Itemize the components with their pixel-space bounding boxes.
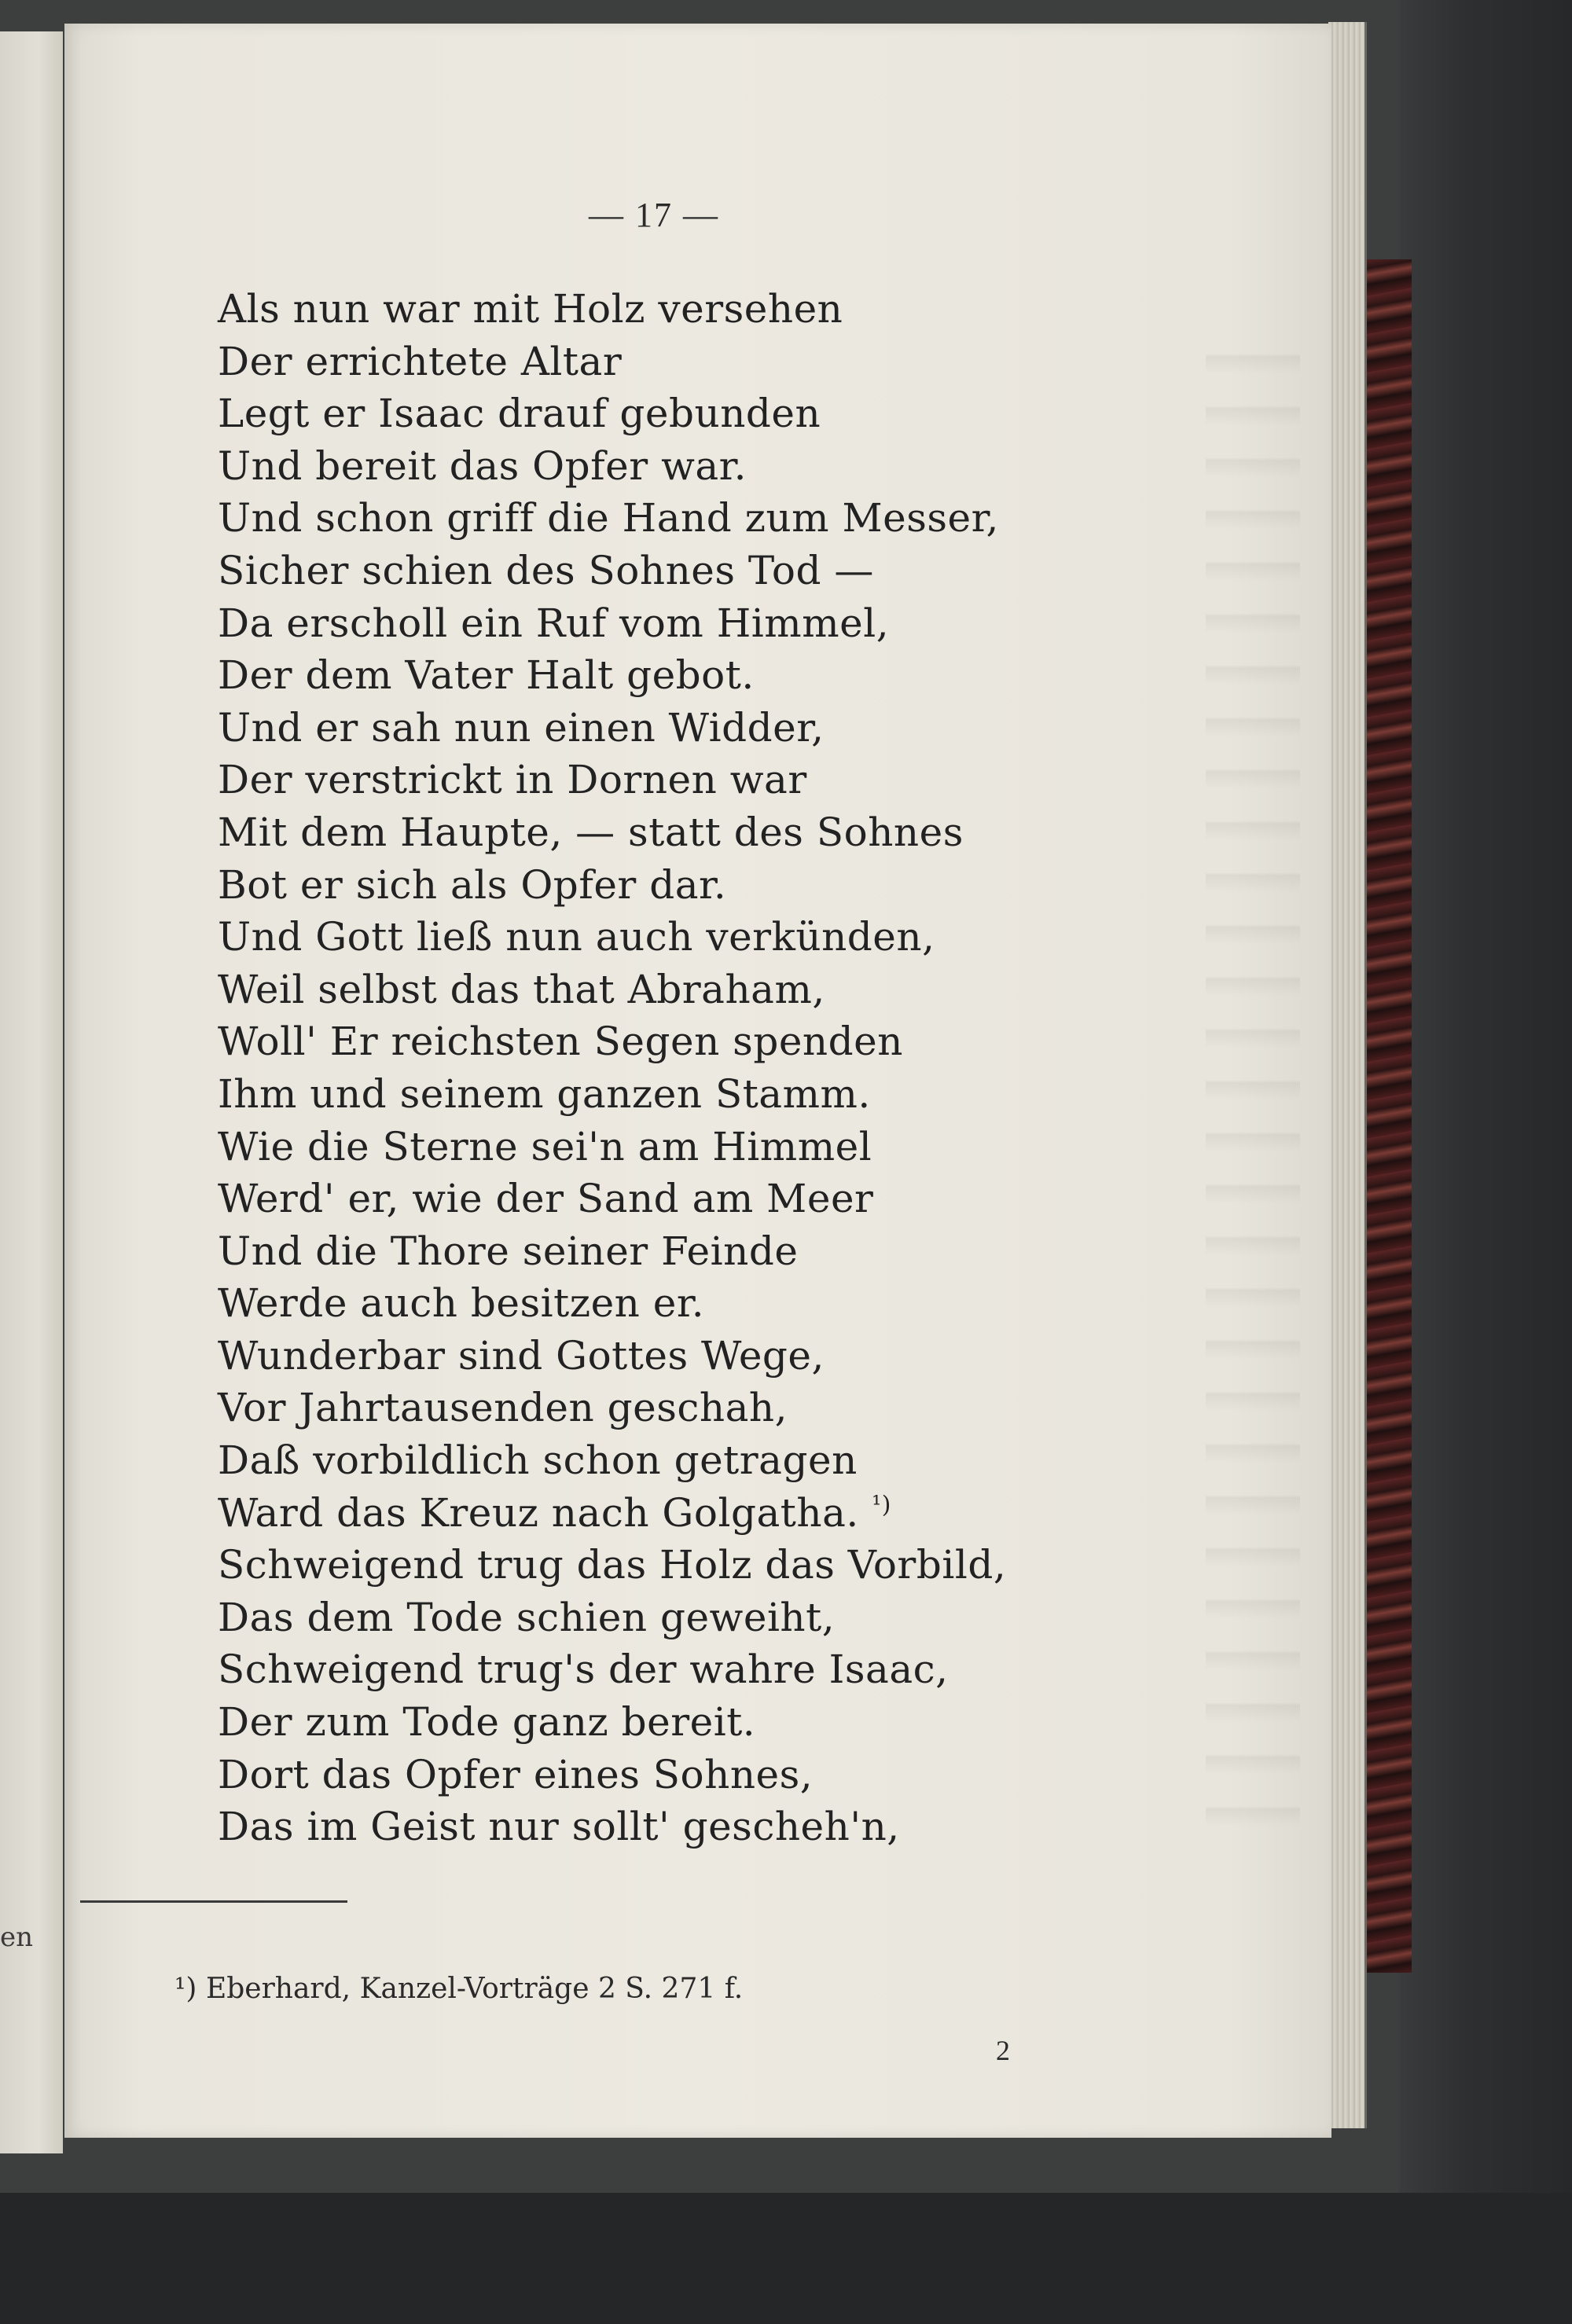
poem-line: Dort das Opfer eines Sohnes, bbox=[218, 1751, 814, 1797]
poem-line: Und bereit das Opfer war. bbox=[218, 442, 747, 489]
poem-line: Als nun war mit Holz versehen bbox=[218, 286, 843, 332]
poem-line-text: Ward das Kreuz nach Golgatha. bbox=[218, 1489, 859, 1536]
poem-line-with-footnote bbox=[218, 1487, 1240, 1540]
poem-line: Der dem Vater Halt gebot. bbox=[218, 652, 755, 699]
background-surface bbox=[1399, 0, 1572, 2324]
poem-line: Und Gott ließ nun auch verkünden, bbox=[218, 914, 935, 960]
footnote-text: Eberhard, Kanzel-Vorträge 2 S. 271 f. bbox=[205, 1973, 744, 2005]
signature-mark: 2 bbox=[996, 2035, 1010, 2066]
page-edges bbox=[1328, 22, 1367, 2128]
poem-line: Vor Jahrtausenden geschah, bbox=[218, 1385, 788, 1431]
poem-line: Woll' Er reichsten Segen spenden bbox=[218, 1019, 903, 1065]
poem-line: Das dem Tode schien geweiht, bbox=[218, 1594, 836, 1640]
poem bbox=[218, 283, 1240, 1853]
poem-line: Schweigend trug das Holz das Vorbild, bbox=[218, 1542, 1007, 1588]
poem-line: Werd' er, wie der Sand am Meer bbox=[218, 1176, 874, 1222]
poem-line: Schweigend trug's der wahre Isaac, bbox=[218, 1647, 949, 1693]
poem-line: Daß vorbildlich schon getragen bbox=[218, 1437, 858, 1484]
poem-line: Und schon griff die Hand zum Messer, bbox=[218, 495, 999, 542]
poem-line: Wie die Sterne sei'n am Himmel bbox=[218, 1123, 872, 1169]
poem-line: Und die Thore seiner Feinde bbox=[218, 1228, 799, 1274]
poem-line: Legt er Isaac drauf gebunden bbox=[218, 391, 821, 437]
page-number: — 17 — bbox=[589, 196, 719, 234]
poem-line: Bot er sich als Opfer dar. bbox=[218, 861, 727, 908]
poem-line: Sicher schien des Sohnes Tod — bbox=[218, 547, 874, 593]
poem-line: Ihm und seinem ganzen Stamm. bbox=[218, 1070, 871, 1117]
poem-line: Und er sah nun einen Widder, bbox=[218, 704, 825, 751]
footnote bbox=[174, 1973, 743, 2005]
poem-line: Weil selbst das that Abraham, bbox=[218, 966, 825, 1012]
footnote-reference: ¹) bbox=[872, 1491, 891, 1518]
previous-page bbox=[0, 31, 63, 2153]
book-page bbox=[64, 24, 1331, 2138]
poem-line: Wunderbar sind Gottes Wege, bbox=[218, 1332, 825, 1379]
background-bottom bbox=[0, 2193, 1572, 2324]
poem-line: Das im Geist nur sollt' gescheh'n, bbox=[218, 1804, 900, 1850]
footnote-marker: ¹) bbox=[174, 1973, 197, 2005]
footnote-rule bbox=[80, 1900, 347, 1903]
poem-line: Der verstrickt in Dornen war bbox=[218, 757, 807, 803]
poem-line: Mit dem Haupte, — statt des Sohnes bbox=[218, 809, 964, 855]
poem-line: Da erscholl ein Ruf vom Himmel, bbox=[218, 600, 890, 646]
previous-page-text-fragment: en bbox=[0, 1922, 34, 1953]
poem-line: Der zum Tode ganz bereit. bbox=[218, 1699, 756, 1746]
poem-line: Werde auch besitzen er. bbox=[218, 1280, 705, 1327]
poem-line: Der errichtete Altar bbox=[218, 338, 623, 384]
